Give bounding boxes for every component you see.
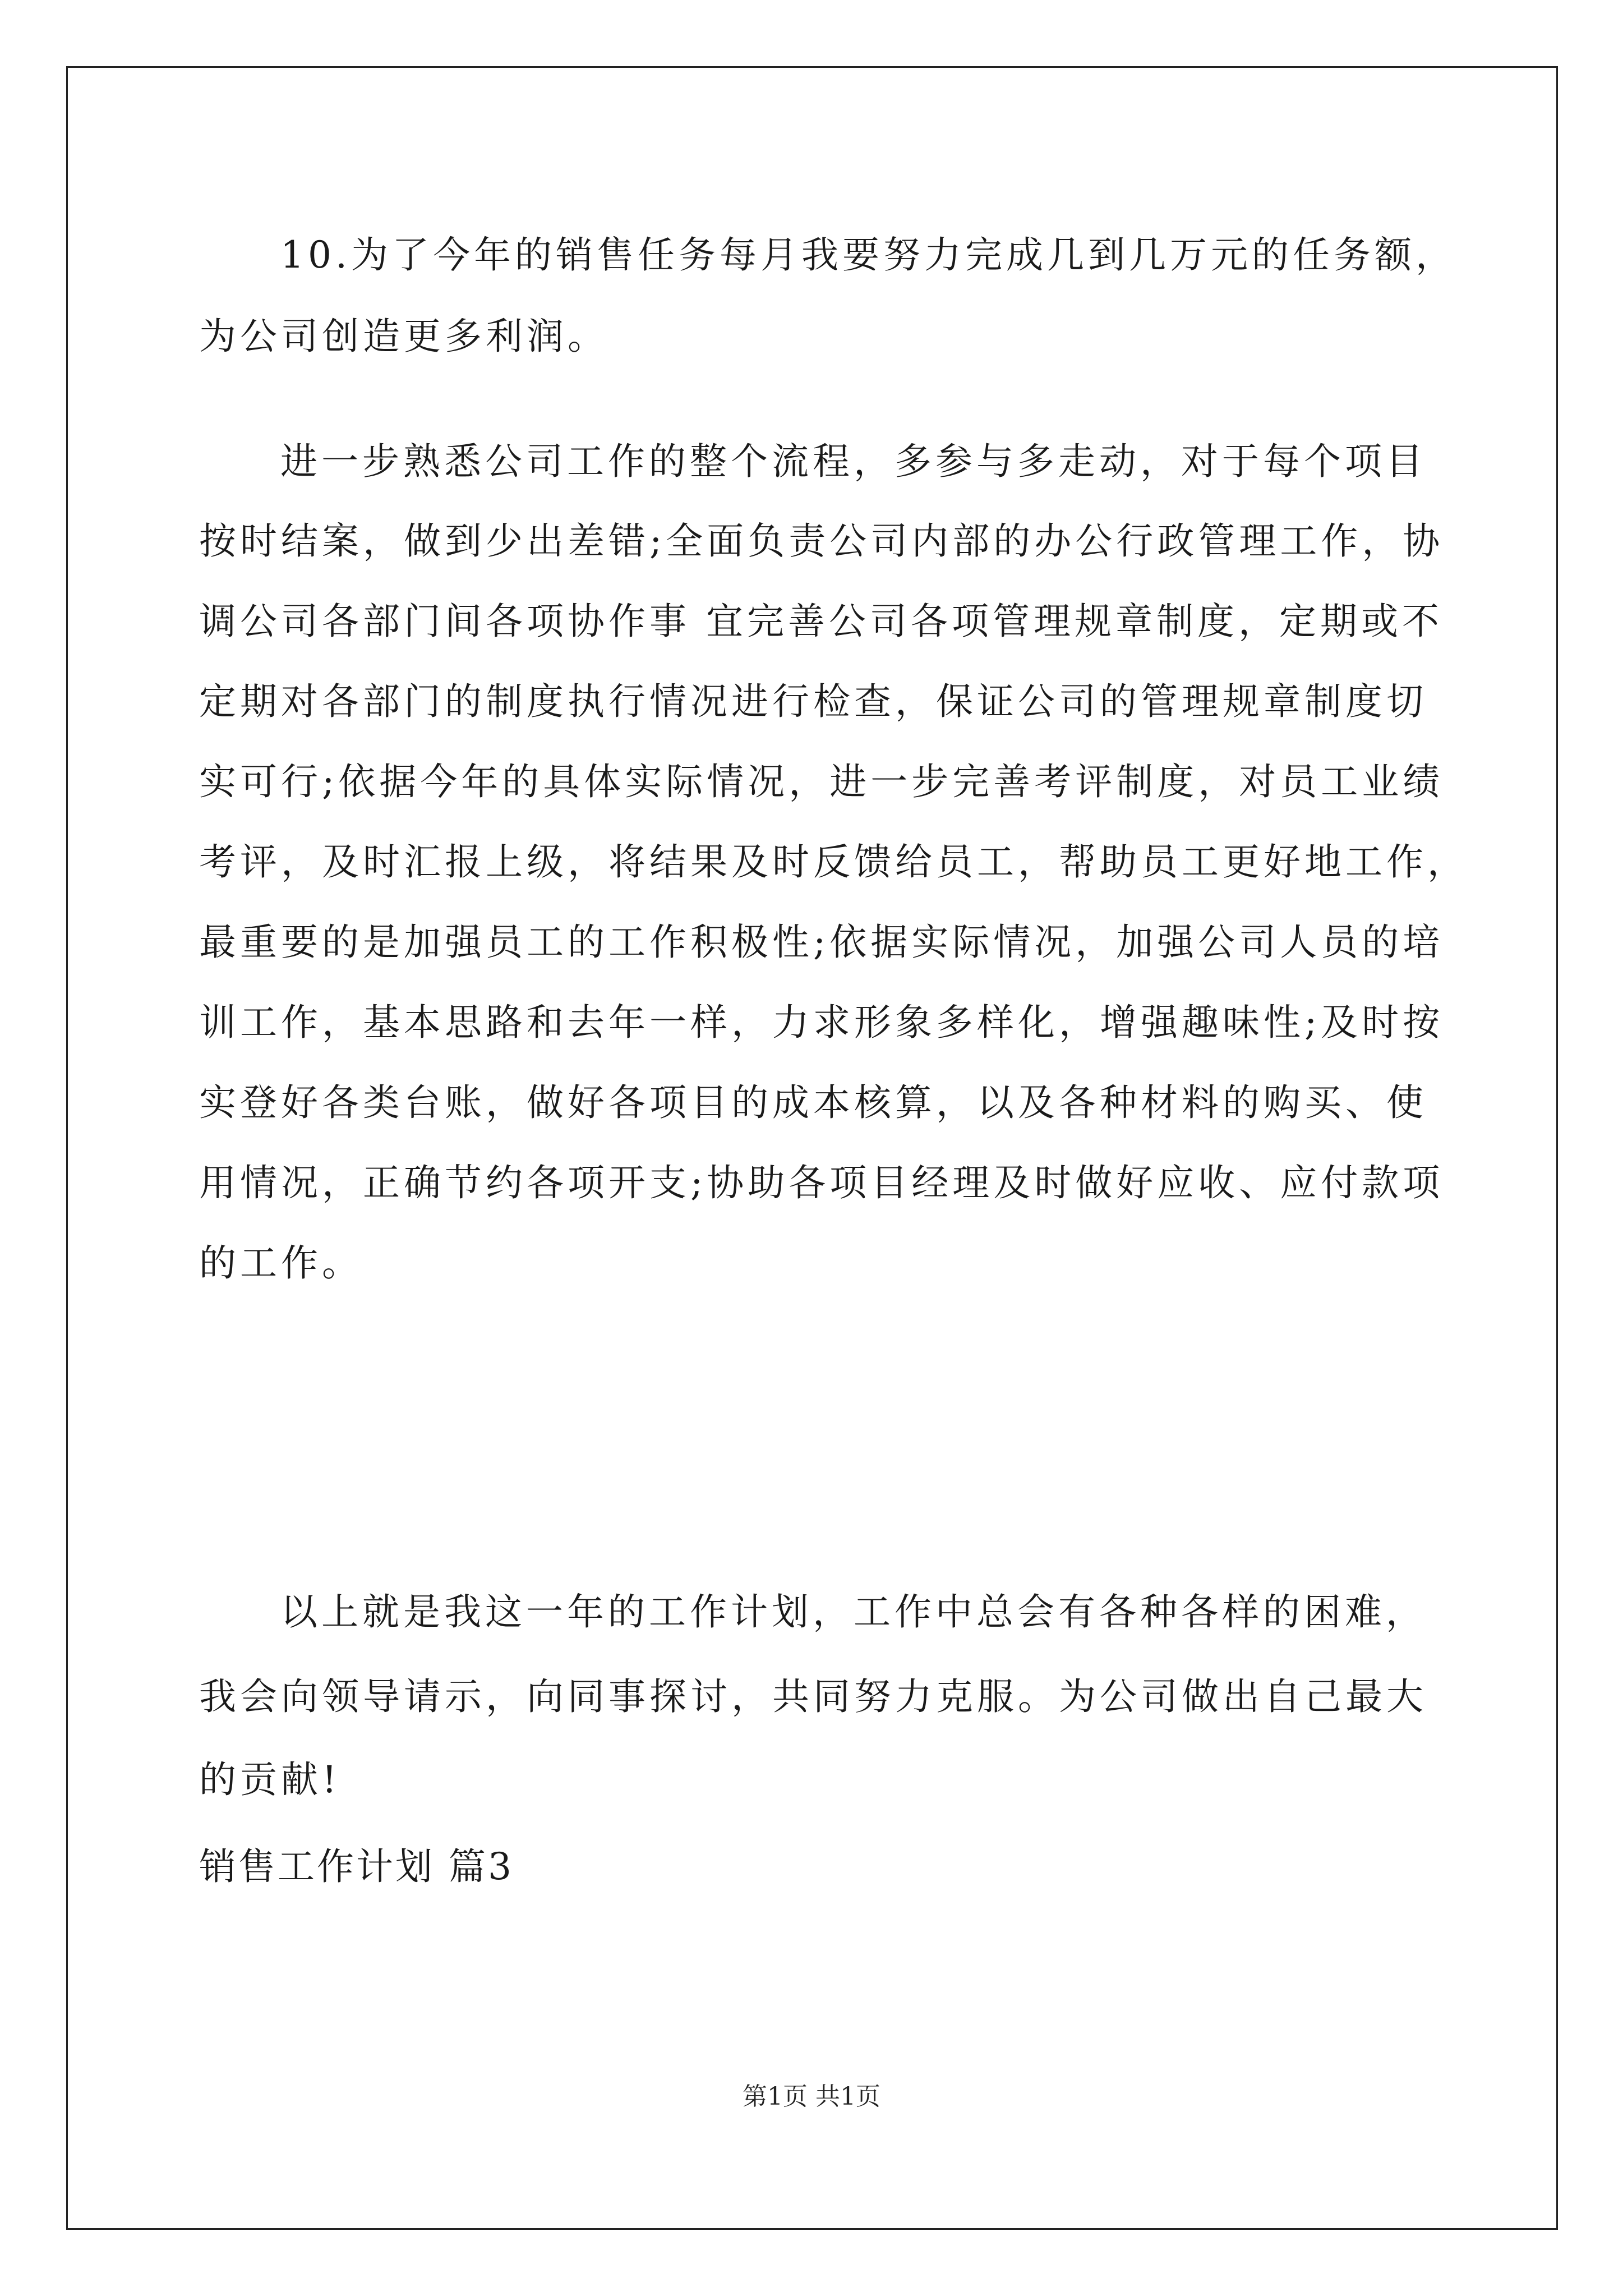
paragraph-3-line-3: 的贡献! bbox=[199, 1758, 341, 1801]
paragraph-2-line-7: 最重要的是加强员工的工作积极性;依据实际情况，加强公司人员的培 bbox=[199, 921, 1444, 964]
page-footer: 第1页 共1页 bbox=[743, 2082, 880, 2111]
paragraph-2-line-6: 考评，及时汇报上级，将结果及时反馈给员工，帮助员工更好地工作， bbox=[199, 840, 1468, 884]
paragraph-2-line-5: 实可行;依据今年的具体实际情况，进一步完善考评制度，对员工业绩 bbox=[199, 760, 1444, 803]
page-border bbox=[66, 66, 1558, 2230]
paragraph-3-line-1: 以上就是我这一年的工作计划，工作中总会有各种各样的困难， bbox=[280, 1590, 1427, 1634]
paragraph-3-line-2: 我会向领导请示，向同事探讨，共同努力克服。为公司做出自己最大 bbox=[199, 1675, 1427, 1718]
section-heading: 销售工作计划 篇3 bbox=[199, 1845, 514, 1888]
paragraph-2-line-2: 按时结案，做到少出差错;全面负责公司内部的办公行政管理工作，协 bbox=[199, 519, 1444, 563]
paragraph-1-line-1: 10.为了今年的销售任务每月我要努力完成几到几万元的任务额， bbox=[280, 233, 1456, 277]
paragraph-2-line-1: 进一步熟悉公司工作的整个流程，多参与多走动，对于每个项目 bbox=[280, 440, 1427, 483]
paragraph-2-line-3: 调公司各部门间各项协作事 宜完善公司各项管理规章制度，定期或不 bbox=[199, 600, 1443, 643]
paragraph-1-line-2: 为公司创造更多利润。 bbox=[199, 315, 608, 358]
paragraph-2-line-9: 实登好各类台账，做好各项目的成本核算，以及各种材料的购买、使 bbox=[199, 1081, 1427, 1124]
paragraph-2-line-10: 用情况，正确节约各项开支;协助各项目经理及时做好应收、应付款项 bbox=[199, 1161, 1444, 1204]
paragraph-2-line-8: 训工作，基本思路和去年一样，力求形象多样化，增强趣味性;及时按 bbox=[199, 1001, 1444, 1044]
paragraph-2-line-11: 的工作。 bbox=[199, 1241, 363, 1285]
paragraph-2-line-4: 定期对各部门的制度执行情况进行检查，保证公司的管理规章制度切 bbox=[199, 680, 1427, 723]
